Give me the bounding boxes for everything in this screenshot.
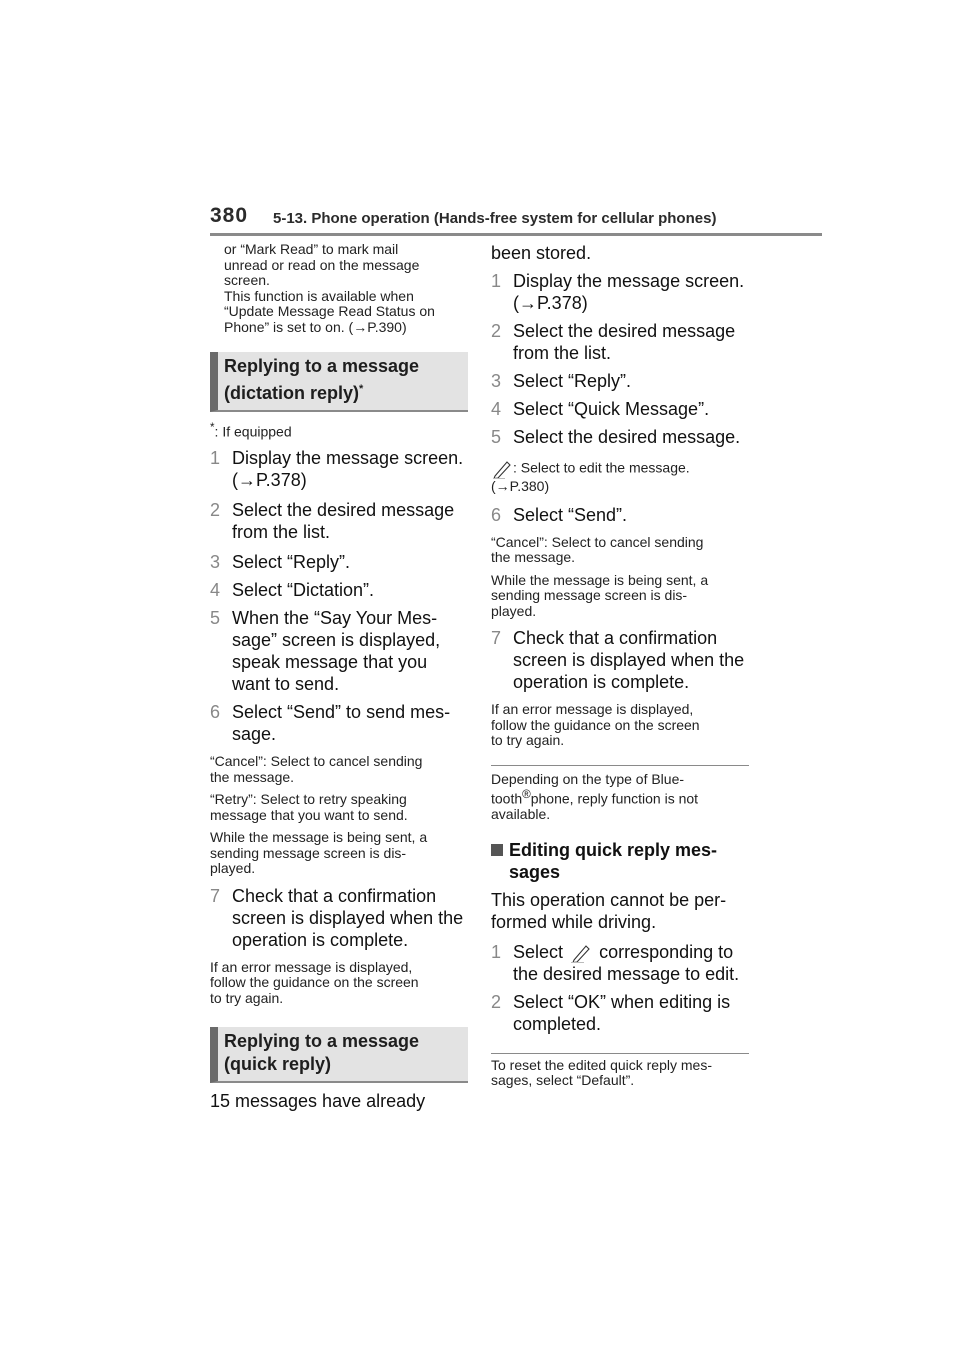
heading-line: Replying to a message (224, 1031, 420, 1052)
step-item (491, 426, 749, 448)
page-reference[interactable]: (→P.380) (491, 478, 550, 494)
step-item (210, 447, 468, 491)
header-divider (210, 233, 822, 236)
step-line: Select “Dictation”. (232, 580, 375, 601)
intro-line: unread or read on the message (224, 256, 420, 273)
edit-note (491, 459, 749, 495)
step-number: 3 (491, 371, 502, 391)
footer-line: To reset the edited quick reply mes- (491, 1056, 712, 1073)
step-number: 1 (491, 271, 502, 291)
info-note (491, 772, 749, 823)
step-line: operation is complete. (232, 929, 409, 950)
step-line: Select the desired message (513, 321, 736, 341)
step-number: 6 (210, 702, 221, 723)
step-number: 2 (210, 500, 221, 521)
step-line[interactable]: (→P.378) (232, 470, 307, 491)
step-item (491, 320, 749, 364)
step-item (210, 579, 468, 601)
step-line: speak message that you (232, 652, 428, 673)
subheading-line: sages (509, 861, 561, 882)
step-line: corresponding to (599, 941, 734, 962)
heading-line: (dictation reply) (224, 383, 360, 403)
pencil-icon (568, 943, 594, 963)
note-block (210, 830, 468, 877)
note-line: “Cancel”: Select to cancel sending (491, 533, 704, 550)
step-line: Select “OK” when editing is (513, 991, 731, 1012)
step-list (491, 270, 749, 448)
note-line: to try again. (210, 989, 284, 1006)
step-line: Display the message screen. (232, 448, 464, 469)
step-item (491, 370, 749, 392)
info-line: tooth (491, 790, 523, 807)
note-block (491, 573, 749, 620)
step-number: 1 (491, 941, 502, 962)
body-text: been stored. (491, 243, 592, 263)
left-column (210, 242, 468, 1112)
step-number: 4 (491, 399, 502, 419)
note-block (210, 960, 468, 1007)
note-block (210, 792, 468, 823)
note-line: played. (491, 602, 537, 619)
note-line: follow the guidance on the screen (491, 716, 700, 733)
step-line: Select the desired message (232, 500, 455, 521)
step-item (491, 941, 749, 985)
step-list (210, 447, 468, 745)
page-reference[interactable]: P.390) (367, 318, 407, 335)
step-number: 6 (491, 504, 502, 525)
step-line: Select “Send”. (513, 504, 628, 525)
footnote-marker: * (210, 421, 215, 434)
divider (491, 765, 749, 766)
step-number: 5 (210, 608, 221, 629)
intro-line: screen. (224, 272, 270, 288)
step-number: 5 (491, 427, 502, 447)
step-line: the desired message to edit. (513, 963, 740, 984)
note-block (491, 702, 749, 749)
step-line: from the list. (232, 522, 331, 543)
step-line: Select “Reply”. (232, 552, 351, 573)
step-item (491, 504, 749, 526)
intro-line: “Update Message Read Status on (224, 303, 435, 319)
step-line: Select the desired message. (513, 427, 741, 447)
intro-line: Phone” is set to on. ( (224, 318, 354, 335)
body-text: 15 messages have already (210, 1091, 426, 1112)
info-line: phone, reply function is not (530, 790, 699, 807)
step-item (210, 551, 468, 573)
note-line: the message. (491, 549, 576, 565)
step-number: 2 (491, 321, 502, 341)
step-line: Check that a confirmation (232, 885, 437, 906)
note-block (210, 754, 468, 785)
step-line: When the “Say Your Mes- (232, 608, 438, 629)
intro-note (210, 242, 468, 335)
note-block (491, 535, 749, 566)
step-item (491, 270, 749, 314)
step-line[interactable]: (→P.378) (513, 293, 588, 313)
step-line: Select “Reply”. (513, 371, 632, 391)
page-header (210, 204, 822, 234)
step-number: 2 (491, 991, 502, 1012)
step-item (491, 991, 749, 1035)
step-line: Check that a confirmation (513, 628, 718, 648)
footer-note (491, 1058, 749, 1089)
step-line: Display the message screen. (513, 271, 745, 291)
heading-quick-reply (210, 1027, 468, 1083)
note-line: follow the guidance on the screen (210, 974, 419, 991)
registered-mark: ® (522, 788, 531, 801)
heading-line: (quick reply) (224, 1054, 332, 1075)
step-line: Select (513, 941, 564, 962)
step-line: screen is displayed when the (232, 907, 464, 928)
step-line: Select “Send” to send mes- (232, 702, 451, 723)
heading-line: Replying to a message (224, 356, 420, 376)
step-number: 7 (210, 885, 221, 906)
step-line: Select “Quick Message”. (513, 399, 710, 419)
step-line: sage. (232, 724, 277, 745)
step-line: want to send. (232, 674, 340, 695)
footnote-text: : If equipped (214, 423, 292, 440)
heading-dictation-reply (210, 352, 468, 412)
arrow-icon: → (353, 318, 368, 335)
body-text (491, 889, 749, 933)
subheading-editing-quick-reply (491, 839, 749, 883)
step-item (210, 607, 468, 695)
info-line: Depending on the type of Blue- (491, 770, 685, 787)
note-line: While the message is being sent, a (210, 829, 428, 846)
step-line: completed. (513, 1013, 602, 1034)
right-column (491, 242, 749, 1089)
intro-line: or “Mark Read” to mark mail (224, 241, 399, 257)
intro-line: This function is available when (224, 287, 414, 304)
footnote (210, 420, 468, 440)
step-item (210, 701, 468, 745)
note-line: While the message is being sent, a (491, 571, 709, 588)
step-line: sage” screen is displayed, (232, 630, 441, 651)
body-line: formed while driving. (491, 911, 657, 932)
footnote-marker: * (359, 383, 364, 395)
step-number: 1 (210, 448, 221, 469)
note-line: played. (210, 860, 256, 877)
step-item (491, 627, 749, 693)
pencil-icon (491, 459, 513, 479)
note-line: If an error message is displayed, (210, 958, 413, 975)
note-line: the message. (210, 768, 295, 785)
step-number: 7 (491, 628, 502, 648)
step-line: screen is displayed when the (513, 650, 745, 670)
step-item (210, 499, 468, 543)
step-number: 4 (210, 580, 221, 601)
footer-line: sages, select “Default”. (491, 1072, 635, 1089)
note-line: “Cancel”: Select to cancel sending (210, 753, 423, 770)
square-bullet-icon (491, 844, 503, 856)
divider (491, 1053, 749, 1054)
note-line: message that you want to send. (210, 806, 408, 823)
step-number: 3 (210, 552, 221, 573)
note-line: “Retry”: Select to retry speaking (210, 791, 407, 808)
page-number: 380 (210, 204, 249, 227)
step-line: from the list. (513, 343, 612, 363)
body-line: This operation cannot be per- (491, 889, 727, 910)
note-line: to try again. (491, 732, 565, 748)
step-line: operation is complete. (513, 672, 690, 692)
step-item (210, 885, 468, 951)
note-line: sending message screen is dis- (210, 844, 407, 861)
subheading-line: Editing quick reply mes- (509, 839, 718, 860)
note-line: If an error message is displayed, (491, 701, 694, 717)
edit-note-text: : Select to edit the message. (513, 459, 690, 476)
info-line: available. (491, 806, 551, 823)
note-line: sending message screen is dis- (491, 587, 688, 603)
step-item (491, 398, 749, 420)
section-title: 5-13. Phone operation (Hands-free system for cellular phones) (273, 210, 717, 227)
